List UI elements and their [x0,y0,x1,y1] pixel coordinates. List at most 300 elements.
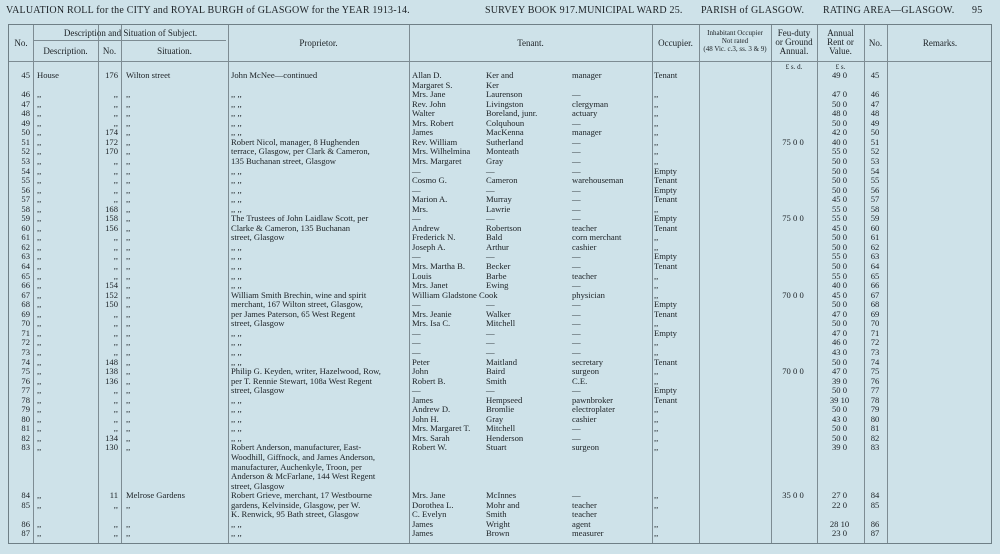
cell-no: 62 [21,241,30,252]
col-rent-3: Value. [829,46,852,56]
cell-num: ,, [113,98,118,109]
cell-num: ,, [113,423,118,434]
cell-prop: ,, ,, [231,98,242,109]
cell-tf: Rev. John [412,98,446,109]
cell-prop: street, Glasgow [231,480,285,491]
cell-ts: Walker [486,308,511,319]
cell-occ: Empty [654,213,677,224]
cell-val: 42 0 [831,127,848,138]
cell-prop: K. Renwick, 95 Bath street, Glasgow [231,509,359,520]
cell-prop: ,, ,, [231,413,242,424]
cell-prop: ,, ,, [231,280,242,291]
cell-tc: C.E. [572,375,588,386]
col-feu-1: Feu-duty [777,28,811,38]
cell-val: 50 0 [831,432,848,443]
cell-tf: — [412,385,421,396]
cell-desc: ,, [37,261,42,271]
cell-no3: 58 [870,203,880,214]
cell-tc: clergyman [572,98,609,109]
cell-sit: ,, [126,108,131,119]
cell-tf: Robert W. [412,442,447,453]
col-no-right: No. [868,38,883,48]
cell-no3: 66 [870,280,880,291]
cell-tc: physician [572,289,605,300]
cell-val: 47 0 [831,327,848,338]
cell-tf: Peter [412,356,430,367]
cell-prop: terrace, Glasgow, per Clark & Cameron, [231,146,370,157]
cell-desc: ,, [37,280,42,291]
col-inhabitant-3: (48 Vic. c.3, ss. 3 & 9) [703,45,767,53]
cell-ts: — [486,346,495,357]
rating-area: RATING AREA—GLASGOW. [823,5,955,16]
cell-num: ,, [113,308,118,319]
cell-num: 134 [105,432,118,443]
cell-no3: 50 [870,127,880,138]
cell-occ: Tenant [654,222,678,233]
cell-desc: ,, [37,404,42,415]
cell-no: 63 [21,251,30,262]
cell-no3: 81 [870,423,880,434]
cell-sit: ,, [126,385,131,396]
cell-ts: Mitchell [486,423,516,434]
cell-tc: — [572,184,581,195]
cell-occ: Empty [654,165,677,176]
cell-no: 46 [21,89,30,100]
cell-occ: ,, [654,117,659,128]
cell-desc: ,, [37,490,42,501]
cell-occ: ,, [654,127,659,138]
cell-no: 55 [21,175,30,186]
cell-tc: teacher [572,222,597,233]
cell-val: 48 0 [831,108,848,119]
cell-val: 40 0 [831,136,848,147]
cell-no: 45 [21,70,30,80]
cell-val: 50 0 [831,165,848,176]
cell-ts: Hempseed [486,394,523,405]
cell-occ: ,, [654,289,659,300]
cell-prop: street, Glasgow [231,318,285,329]
cell-occ: Tenant [654,356,678,367]
cell-desc: ,, [37,518,42,529]
cell-occ: Empty [654,251,677,262]
roll-title: VALUATION ROLL for the CITY and ROYAL BURGH of GLASGOW for the YEAR 1913-14. [6,5,410,16]
cell-tf: Frederick N. [412,232,456,243]
cell-val: 28 10 [829,518,850,529]
cell-tc: agent [572,518,591,529]
cell-occ: ,, [654,366,659,377]
cell-prop: ,, ,, [231,394,242,405]
cell-sit: ,, [126,280,131,291]
cell-sit: Melrose Gardens [126,490,185,501]
cell-sit: ,, [126,175,131,186]
cell-tc: — [572,490,581,501]
cell-tc: — [572,261,581,271]
cell-tc: warehouseman [572,175,624,186]
cell-sit: ,, [126,117,131,128]
cell-tf: Allan D. [412,70,442,80]
cell-num: ,, [113,346,118,357]
cell-sit: ,, [126,299,131,310]
cell-no3: 76 [870,375,880,386]
cell-prop: ,, ,, [231,518,242,529]
cell-desc: ,, [37,136,42,147]
cell-num: ,, [113,327,118,338]
cell-no: 60 [21,222,30,233]
cell-occ: ,, [654,155,659,166]
cell-occ: ,, [654,146,659,157]
cell-prop: William Smith Brechin, wine and spirit [231,289,367,300]
cell-no3: 77 [870,385,880,396]
cell-sit: ,, [126,203,131,214]
cell-sit: ,, [126,394,131,405]
cell-tf: Louis [412,270,432,281]
cell-desc: ,, [37,127,42,138]
cell-prop: ,, ,, [231,175,242,186]
cell-tf: Walter [412,108,435,119]
cell-tc: surgeon [572,366,600,377]
cell-no: 51 [21,136,30,147]
cell-no: 79 [21,404,30,415]
cell-ts: Mitchell [486,318,516,329]
cell-no: 68 [21,299,30,310]
cell-tc: — [572,385,581,396]
cell-tc: — [572,117,581,128]
cell-no: 61 [21,232,30,243]
cell-no3: 53 [870,155,880,166]
cell-no3: 45 [870,70,880,80]
cell-num: 174 [105,127,118,138]
cell-tf: Mrs. Martha B. [412,261,465,271]
cell-tf: Marion A. [412,194,448,205]
cell-prop: gardens, Kelvinside, Glasgow, per W. [231,499,361,510]
cell-sit: ,, [126,356,131,367]
cell-no3: 64 [870,261,880,271]
cell-desc: ,, [37,155,42,166]
col-tenant: Tenant. [517,38,544,48]
cell-prop: ,, ,, [231,127,242,138]
cell-desc: ,, [37,251,42,262]
cell-num: ,, [113,385,118,396]
cell-no3: 70 [870,318,880,329]
cell-num: 136 [105,375,118,386]
cell-val: 47 0 [831,308,848,319]
cell-prop: ,, ,, [231,261,242,271]
cell-no: 57 [21,194,30,205]
cell-ts: Lawrie [486,203,511,214]
cell-val: 45 0 [831,222,848,233]
cell-no: 78 [21,394,30,405]
cell-prop: street, Glasgow [231,385,285,396]
cell-tf: Robert B. [412,375,446,386]
cell-val: 39 0 [831,375,848,386]
cell-no: 70 [21,318,30,329]
cell-ts: Becker [486,261,511,271]
cell-sit: ,, [126,528,131,539]
cell-sit: ,, [126,213,131,224]
cell-sit: Wilton street [126,70,171,80]
cell-tc: — [572,155,581,166]
cell-val: 55 0 [831,146,848,157]
cell-prop: Woodhill, Giffnock, and James Anderson, [231,452,376,462]
cell-no: 76 [21,375,30,386]
cell-occ: ,, [654,270,659,281]
cell-prop: ,, ,, [231,194,242,205]
cell-tc: — [572,423,581,434]
cell-prop: Robert Nicol, manager, 8 Hughenden [231,136,360,147]
cell-num: 152 [105,289,118,300]
cell-prop: ,, ,, [231,241,242,252]
cell-desc: ,, [37,98,42,109]
cell-val: 50 0 [831,385,848,396]
cell-no: 59 [21,213,30,224]
cell-no: 71 [21,327,30,338]
cell-val: 47 0 [831,89,848,100]
cell-ts: Gray [486,155,504,166]
cell-val: 50 0 [831,184,848,195]
cell-occ: Tenant [654,70,678,80]
cell-tc: — [572,280,581,291]
col-number: No. [102,46,117,56]
cell-sit: ,, [126,98,131,109]
cell-sit: ,, [126,327,131,338]
cell-tf: C. Evelyn [412,509,447,520]
cell-num: ,, [113,413,118,424]
cell-no3: 61 [870,232,880,243]
cell-ts: Ker [486,79,499,90]
cell-no3: 54 [870,165,880,176]
cell-tc: measurer [572,528,604,539]
cell-val: 50 0 [831,261,848,271]
cell-ts: Robertson [486,222,522,233]
cell-occ: ,, [654,98,659,109]
cell-no: 81 [21,423,30,434]
cell-tc: cashier [572,413,597,424]
cell-ts: Bald [486,232,503,243]
cell-num: ,, [113,165,118,176]
cell-no3: 75 [870,366,880,377]
cell-tc: — [572,89,581,100]
cell-no3: 63 [870,251,880,262]
col-situation: Situation. [157,46,192,56]
cell-tf: — [412,346,421,357]
cell-ts: Monteath [486,146,519,157]
cell-tf: Mrs. Jane [412,89,446,100]
cell-num: 158 [105,213,118,224]
cell-ts: Livingston [486,98,524,109]
cell-desc: ,, [37,117,42,128]
cell-num: ,, [113,232,118,243]
cell-occ: Empty [654,299,677,310]
cell-tf: Mrs. Wilhelmina [412,146,471,157]
cell-occ: Empty [654,385,677,396]
cell-sit: ,, [126,289,131,300]
cell-desc: ,, [37,203,42,214]
cell-num: ,, [113,404,118,415]
cell-desc: ,, [37,318,42,329]
cell-no3: 72 [870,337,880,348]
cell-val: 55 0 [831,251,848,262]
cell-val: 22 0 [831,499,848,510]
cell-val: 45 0 [831,194,848,205]
cell-no3: 60 [870,222,880,233]
cell-prop: manufacturer, Auchenkyle, Troon, per [231,461,362,472]
cell-tc: teacher [572,270,597,281]
cell-ts: Stuart [486,442,507,453]
cell-prop: ,, ,, [231,404,242,415]
cell-tf: — [412,184,421,195]
cell-tc: manager [572,127,602,138]
cell-prop: merchant, 167 Wilton street, Glasgow, [231,299,363,310]
cell-prop: ,, ,, [231,528,242,539]
cell-ts: Mohr and [486,499,520,510]
cell-tf: Mrs. Sarah [412,432,450,443]
cell-no: 84 [21,490,30,501]
cell-val: 50 0 [831,232,848,243]
cell-feu: 75 0 0 [782,213,804,224]
cell-no: 75 [21,366,30,377]
cell-num: ,, [113,117,118,128]
cell-tf: — [412,327,421,338]
cell-tc: — [572,327,581,338]
cell-ts: Ewing [486,280,509,291]
cell-feu: 35 0 0 [782,490,804,501]
cell-ts: Colquhoun [486,117,525,128]
cell-occ: ,, [654,280,659,291]
cell-ts: — [486,385,495,396]
cell-tf: Andrew [412,222,440,233]
cell-tf: Andrew D. [412,404,451,415]
cell-no3: 73 [870,346,880,357]
cell-num: 168 [105,203,118,214]
feu-units: £ s. d. [785,63,803,71]
cell-tf: Joseph A. [412,241,446,252]
cell-val: 39 10 [829,394,850,405]
cell-tc: — [572,251,581,262]
cell-no3: 69 [870,308,880,319]
cell-prop: ,, ,, [231,356,242,367]
cell-val: 50 0 [831,241,848,252]
cell-val: 50 0 [831,175,848,186]
cell-prop: Anderson & McFarlane, 144 West Regent [231,471,376,482]
cell-desc: ,, [37,213,42,224]
cell-sit: ,, [126,518,131,529]
cell-no3: 78 [870,394,880,405]
cell-no3: 55 [870,175,880,186]
cell-prop: Clarke & Cameron, 135 Buchanan [231,222,351,233]
cell-no3: 87 [870,528,880,539]
cell-sit: ,, [126,222,131,233]
cell-num: ,, [113,518,118,529]
cell-tf: John [412,366,429,377]
cell-desc: ,, [37,222,42,233]
cell-tf: — [412,337,421,348]
cell-prop: ,, ,, [231,423,242,434]
cell-ts: Bromlie [486,404,515,415]
col-rent-2: Rent or [827,37,854,47]
cell-desc: ,, [37,89,42,100]
cell-val: 50 0 [831,356,848,367]
cell-sit: ,, [126,432,131,443]
cell-desc: ,, [37,299,42,310]
cell-val: 55 0 [831,270,848,281]
cell-num: ,, [113,155,118,166]
cell-prop: Philip G. Keyden, writer, Hazelwood, Row, [231,366,381,377]
cell-tf: Rev. William [412,136,458,147]
cell-val: 27 0 [831,490,848,501]
cell-val: 40 0 [831,280,848,291]
cell-desc: ,, [37,366,42,377]
cell-sit: ,, [126,499,131,510]
cell-num: ,, [113,89,118,100]
cell-occ: ,, [654,375,659,386]
cell-val: 49 0 [831,70,848,80]
cell-num: 150 [105,299,118,310]
cell-num: ,, [113,318,118,329]
cell-no3: 51 [870,136,880,147]
cell-occ: Tenant [654,194,678,205]
cell-desc: ,, [37,289,42,300]
cell-tc: manager [572,70,602,80]
cell-sit: ,, [126,89,131,100]
cell-tc: — [572,136,581,147]
cell-desc: ,, [37,423,42,434]
cell-no3: 56 [870,184,880,195]
cell-val: 45 0 [831,289,848,300]
cell-val: 50 0 [831,423,848,434]
cell-occ: ,, [654,318,659,329]
cell-desc: ,, [37,499,42,510]
cell-no: 85 [21,499,30,510]
cell-num: 154 [105,280,118,291]
cell-desc: ,, [37,385,42,396]
cell-tf: Mrs. Margaret [412,155,462,166]
cell-tc: electroplater [572,404,615,415]
cell-val: 55 0 [831,203,848,214]
col-occupier: Occupier. [658,38,693,48]
cell-occ: Tenant [654,394,678,405]
cell-val: 43 0 [831,346,848,357]
cell-desc: ,, [37,528,42,539]
cell-tf: William Gladstone Cook [412,289,498,300]
cell-occ: ,, [654,499,659,510]
cell-num: ,, [113,241,118,252]
cell-no3: 49 [870,117,880,128]
cell-occ: ,, [654,203,659,214]
cell-no3: 79 [870,404,880,415]
cell-tf: James [412,518,434,529]
cell-tc: — [572,308,581,319]
cell-val: 50 0 [831,404,848,415]
cell-tc: surgeon [572,442,600,453]
page-header [0,5,1000,19]
cell-prop: ,, ,, [231,165,242,176]
cell-tc: — [572,194,581,205]
cell-num: ,, [113,251,118,262]
cell-no3: 85 [870,499,880,510]
cell-val: 39 0 [831,442,848,453]
cell-sit: ,, [126,136,131,147]
cell-tf: Mrs. Isa C. [412,318,451,329]
cell-tf: Mrs. Margaret T. [412,423,471,434]
cell-sit: ,, [126,241,131,252]
cell-feu: 70 0 0 [782,289,804,300]
cell-no: 72 [21,337,30,348]
cell-no: 77 [21,385,30,396]
cell-ts: Murray [486,194,512,205]
cell-no: 73 [21,346,30,357]
cell-no3: 67 [870,289,880,300]
cell-val: 50 0 [831,318,848,329]
